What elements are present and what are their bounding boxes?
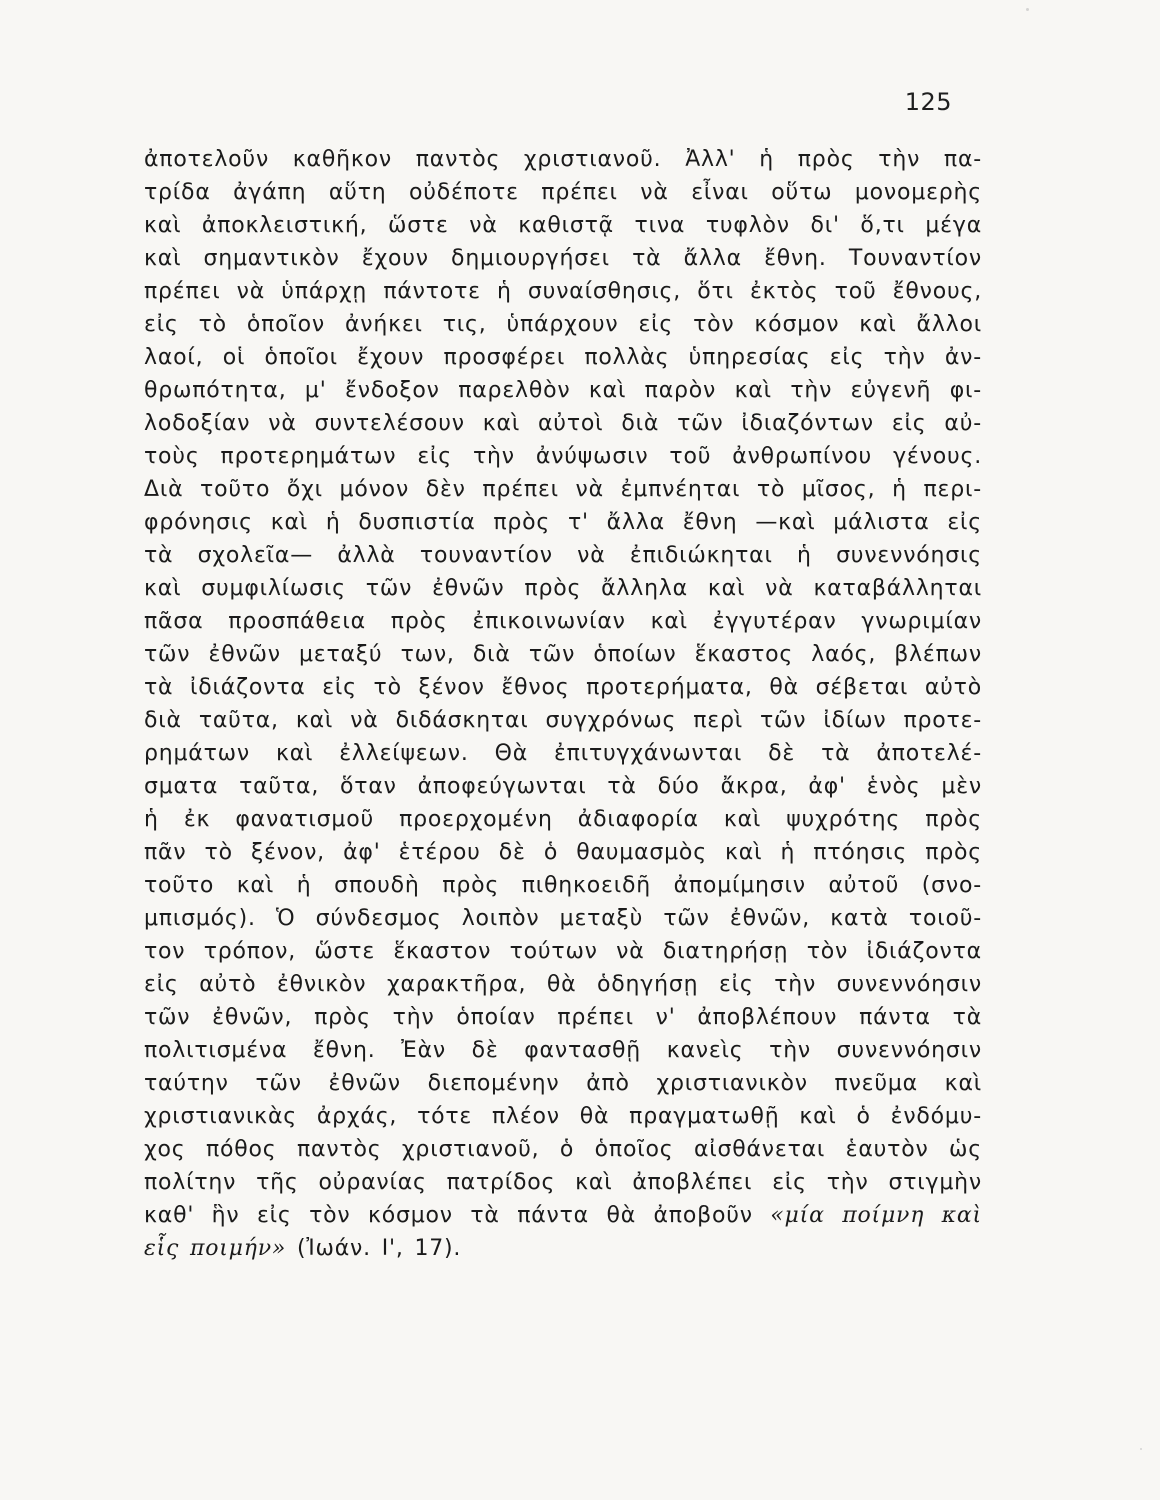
page-number: 125 — [904, 88, 952, 116]
text-line: τοὺς προτερημάτων εἰς τὴν ἀνύψωσιν τοῦ ἀνθρωπίνου γένους. — [144, 444, 982, 469]
text-line: ρημάτων καὶ ἐλλείψεων. Θὰ ἐπιτυγχάνωνται δὲ τὰ ἀποτελέ- — [144, 741, 982, 766]
paper-speck — [1140, 1448, 1142, 1450]
paper-speck — [1026, 8, 1029, 11]
text-line: διὰ ταῦτα, καὶ νὰ διδάσκηται συγχρόνως περὶ τῶν ἰδίων προτε- — [144, 708, 982, 733]
text-line: εἰς τὸ ὁποῖον ἀνήκει τις, ὑπάρχουν εἰς τὸν κόσμον καὶ ἄλλοι — [144, 312, 982, 337]
biblical-quote: «μία ποίμνη καὶ — [770, 1203, 982, 1228]
text-line: λαοί, οἱ ὁποῖοι ἔχουν προσφέρει πολλὰς ὑπηρεσίας εἰς τὴν ἀν- — [144, 345, 982, 370]
text-line — [144, 1199, 982, 1232]
text-line: χος πόθος παντὸς χριστιανοῦ, ὁ ὁποῖος αἰσθάνεται ἑαυτὸν ὡς — [144, 1137, 982, 1162]
text-line: ἡ ἐκ φανατισμοῦ προερχομένη ἀδιαφορία καὶ ψυχρότης πρὸς — [144, 807, 982, 832]
text-line: τοῦτο καὶ ἡ σπουδὴ πρὸς πιθηκοειδῆ ἀπομίμησιν αὐτοῦ (σνο- — [144, 873, 982, 898]
text-line: τρίδα ἀγάπη αὕτη οὐδέποτε πρέπει νὰ εἶναι οὕτω μονομερὴς — [144, 180, 982, 205]
citation: (Ἰωάν. Ι', 17). — [286, 1236, 462, 1261]
text-line: πολίτην τῆς οὐρανίας πατρίδος καὶ ἀποβλέπει εἰς τὴν στιγμὴν — [144, 1170, 982, 1195]
text-line: Διὰ τοῦτο ὄχι μόνον δὲν πρέπει νὰ ἐμπνέηται τὸ μῖσος, ἡ περι- — [144, 477, 982, 502]
text-line: φρόνησις καὶ ἡ δυσπιστία πρὸς τ' ἄλλα ἔθνη —καὶ μάλιστα εἰς — [144, 510, 982, 535]
text-line: ταύτην τῶν ἐθνῶν διεπομένην ἀπὸ χριστιανικὸν πνεῦμα καὶ — [144, 1071, 982, 1096]
text-line: τὰ σχολεῖα— ἀλλὰ τουναντίον νὰ ἐπιδιώκηται ἡ συνεννόησις — [144, 543, 982, 568]
biblical-quote-end: εἷς ποιμήν» — [144, 1236, 287, 1261]
text-line: τῶν ἐθνῶν μεταξύ των, διὰ τῶν ὁποίων ἕκαστος λαός, βλέπων — [144, 642, 982, 667]
text-line: λοδοξίαν νὰ συντελέσουν καὶ αὐτοὶ διὰ τῶν ἰδιαζόντων εἰς αὐ- — [144, 411, 982, 436]
text-line-last — [144, 1232, 982, 1265]
text-line: εἰς αὐτὸ ἐθνικὸν χαρακτῆρα, θὰ ὁδηγήσῃ εἰς τὴν συνεννόησιν — [144, 972, 982, 997]
text-line: πᾶσα προσπάθεια πρὸς ἐπικοινωνίαν καὶ ἐγγυτέραν γνωριμίαν — [144, 609, 982, 634]
text-line: καὶ ἀποκλειστική, ὥστε νὰ καθιστᾷ τινα τυφλὸν δι' ὅ,τι μέγα — [144, 213, 982, 238]
text-line: καὶ συμφιλίωσις τῶν ἐθνῶν πρὸς ἄλληλα καὶ νὰ καταβάλληται — [144, 576, 982, 601]
text-line: τῶν ἐθνῶν, πρὸς τὴν ὁποίαν πρέπει ν' ἀποβλέπουν πάντα τὰ — [144, 1005, 982, 1030]
text-line: πρέπει νὰ ὑπάρχῃ πάντοτε ἡ συναίσθησις, ὅτι ἐκτὸς τοῦ ἔθνους, — [144, 279, 982, 304]
line-prefix: καθ' ἣν εἰς τὸν κόσμον τὰ πάντα θὰ ἀποβοῦν — [144, 1203, 771, 1228]
text-line: τον τρόπον, ὥστε ἕκαστον τούτων νὰ διατηρήσῃ τὸν ἰδιάζοντα — [144, 939, 982, 964]
text-line: θρωπότητα, μ' ἔνδοξον παρελθὸν καὶ παρὸν καὶ τὴν εὐγενῆ φι- — [144, 378, 982, 403]
text-line: τὰ ἰδιάζοντα εἰς τὸ ξένον ἔθνος προτερήματα, θὰ σέβεται αὐτὸ — [144, 675, 982, 700]
text-line: ἀποτελοῦν καθῆκον παντὸς χριστιανοῦ. Ἀλλ' ἡ πρὸς τὴν πα- — [144, 147, 982, 172]
text-line: σματα ταῦτα, ὅταν ἀποφεύγωνται τὰ δύο ἄκρα, ἀφ' ἑνὸς μὲν — [144, 774, 982, 799]
text-line: χριστιανικὰς ἀρχάς, τότε πλέον θὰ πραγματωθῇ καὶ ὁ ἐνδόμυ- — [144, 1104, 982, 1129]
text-line: καὶ σημαντικὸν ἔχουν δημιουργήσει τὰ ἄλλα ἔθνη. Τουναντίον — [144, 246, 982, 271]
body-text — [144, 143, 982, 1265]
text-line: πολιτισμένα ἔθνη. Ἐὰν δὲ φαντασθῇ κανεὶς τὴν συνεννόησιν — [144, 1038, 982, 1063]
text-line: μπισμός). Ὁ σύνδεσμος λοιπὸν μεταξὺ τῶν ἐθνῶν, κατὰ τοιοῦ- — [144, 906, 982, 931]
text-line: πᾶν τὸ ξένον, ἀφ' ἑτέρου δὲ ὁ θαυμασμὸς καὶ ἡ πτόησις πρὸς — [144, 840, 982, 865]
